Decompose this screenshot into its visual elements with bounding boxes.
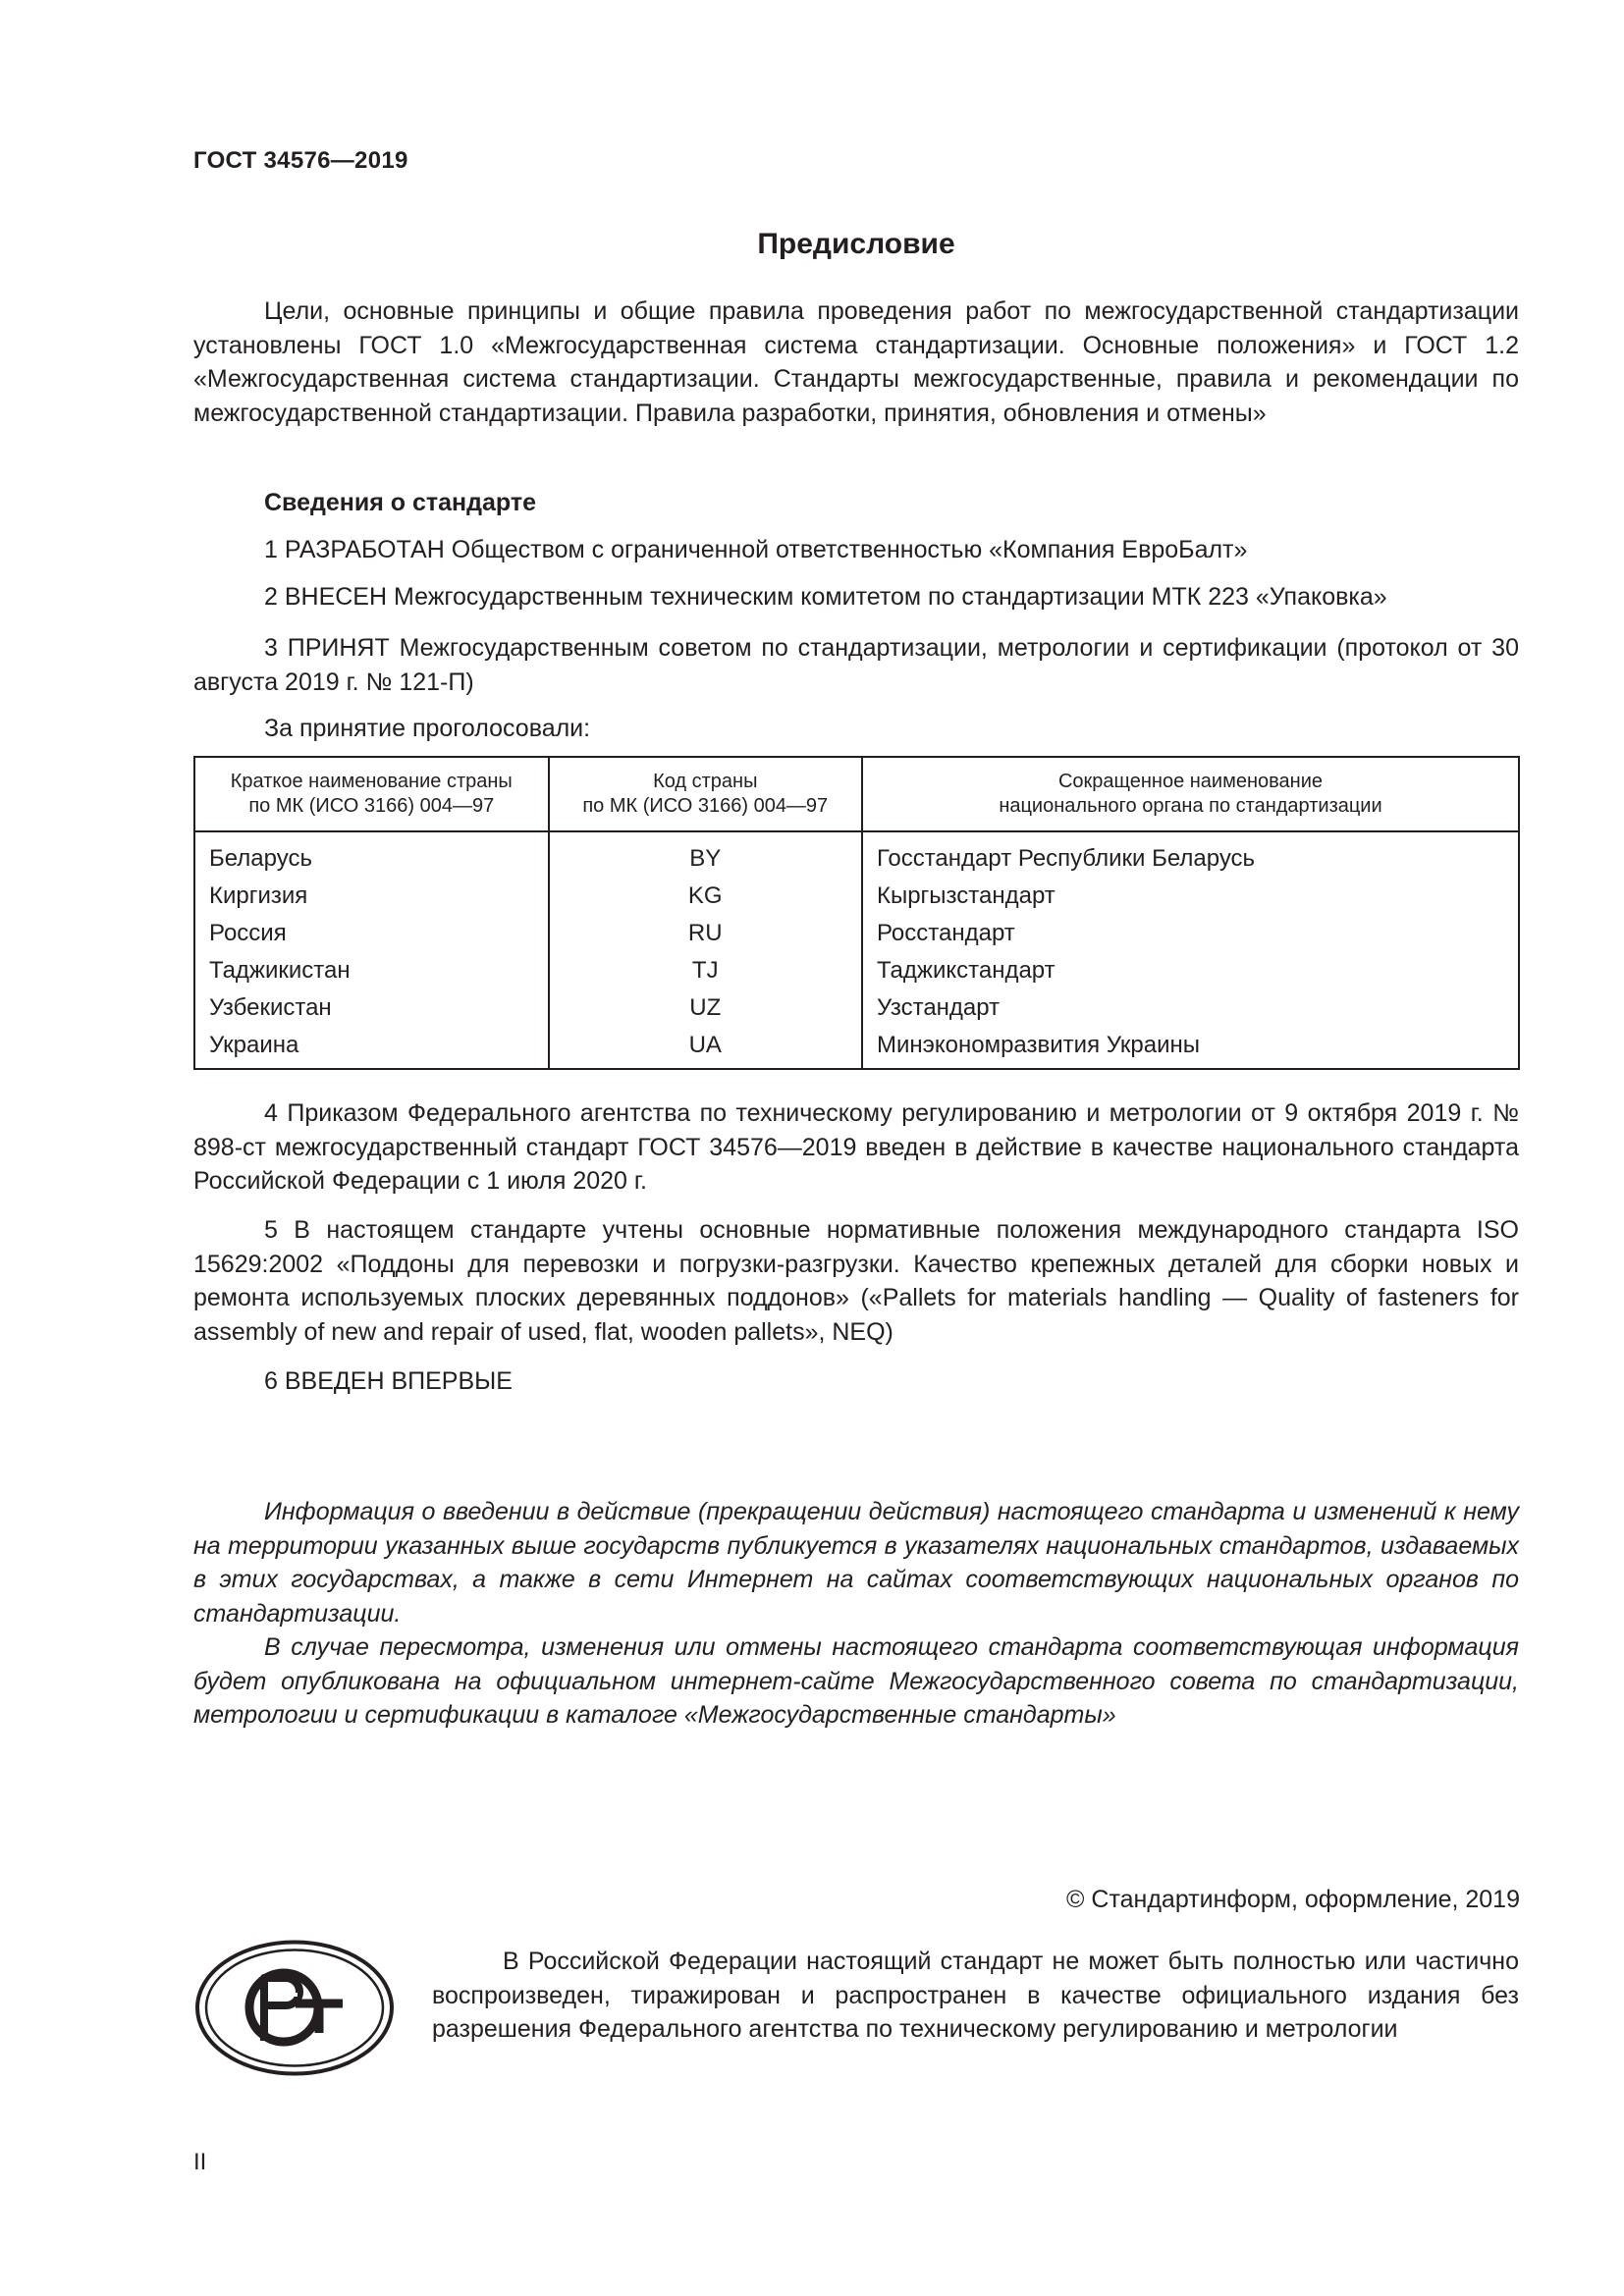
body-cell: Кыргызстандарт xyxy=(862,878,1519,915)
rst-logo xyxy=(193,1939,396,2077)
country-cell: Беларусь xyxy=(194,831,549,878)
header-body-line2: национального органа по стандартизации xyxy=(999,795,1382,817)
item-submitted: 2 ВНЕСЕН Межгосударственным техническим комитетом по стандартизации МТК 223 «Упаковка» xyxy=(264,583,1387,611)
country-cell: Таджикистан xyxy=(194,952,549,989)
header-code-line2: по МК (ИСО 3166) 004—97 xyxy=(582,795,829,817)
code-cell: UA xyxy=(549,1027,862,1069)
header-country-line2: по МК (ИСО 3166) 004—97 xyxy=(248,795,495,817)
reproduction-notice: В Российской Федерации настоящий стандарт не может быть полностью или частично воспроизведен, тиражирован и распространен в качестве официального издания без разрешения Федерального агентства по техническому регулированию и метрологии xyxy=(432,1948,1519,2043)
header-body-line1: Сокращенное наименование xyxy=(1057,771,1324,792)
code-cell: KG xyxy=(549,878,862,915)
table-row xyxy=(194,952,1519,989)
table-row xyxy=(194,915,1519,952)
page-number: II xyxy=(193,2149,207,2175)
information-notice: Информация о введении в действие (прекращении действия) настоящего стандарта и изменений к нему на территории указанных выше государств публикуется в указателях национальных стандартов, издаваемых в этих государствах, а также в сети Интернет на сайтах соответствующих национальных органов по стандартизации. xyxy=(193,1498,1519,1628)
country-cell: Киргизия xyxy=(194,878,549,915)
standard-info-heading: Сведения о стандарте xyxy=(264,489,537,516)
header-country-line1: Краткое наименование страны xyxy=(230,771,513,792)
document-code: ГОСТ 34576—2019 xyxy=(193,147,408,174)
item-international-standard: 5 В настоящем стандарте учтены основные нормативные положения международного стандарта ISO 15629:2002 «Поддоны для перевозки и погрузки-разгрузки. Качество крепежных деталей для сборки новых и ремонта используемых плоских деревянных поддонов» («Pallets for materials handling — Quality of fasteners for assembly of new and repair of used, flat, wooden pallets», NEQ) xyxy=(193,1216,1519,1346)
table-row xyxy=(194,831,1519,878)
header-code-line1: Код страны xyxy=(653,771,758,792)
item-first-introduced: 6 ВВЕДЕН ВПЕРВЫЕ xyxy=(264,1367,513,1395)
body-cell: Росстандарт xyxy=(862,915,1519,952)
item-adopted: 3 ПРИНЯТ Межгосударственным советом по стандартизации, метрологии и сертификации (протокол от 30 августа 2019 г. № 121-П) xyxy=(193,634,1519,696)
country-cell: Россия xyxy=(194,915,549,952)
code-cell: TJ xyxy=(549,952,862,989)
country-cell: Украина xyxy=(194,1027,549,1069)
body-cell: Таджикстандарт xyxy=(862,952,1519,989)
code-cell: BY xyxy=(549,831,862,878)
table-row xyxy=(194,1027,1519,1069)
code-cell: UZ xyxy=(549,989,862,1027)
header-national-body xyxy=(862,757,1519,831)
item-developed: 1 РАЗРАБОТАН Обществом с ограниченной ответственностью «Компания ЕвроБалт» xyxy=(264,536,1248,563)
page-title: Предисловие xyxy=(757,228,955,260)
body-cell: Узстандарт xyxy=(862,989,1519,1027)
revision-notice: В случае пересмотра, изменения или отмены настоящего стандарта соответствующая информация будет опубликована на официальном интернет-сайте Межгосударственного совета по стандартизации, метрологии и сертификации в каталоге «Межгосударственные стандарты» xyxy=(193,1633,1519,1729)
vote-label: За принятие проголосовали: xyxy=(264,715,591,742)
table-row xyxy=(194,878,1519,915)
item-enacted: 4 Приказом Федерального агентства по техническому регулированию и метрологии от 9 октября 2019 г. № 898-ст межгосударственный стандарт ГОСТ 34576—2019 введен в действие в качестве национального стандарта Российской Федерации с 1 июля 2020 г. xyxy=(193,1099,1519,1195)
body-cell: Минэкономразвития Украины xyxy=(862,1027,1519,1069)
copyright-line: © Стандартинформ, оформление, 2019 xyxy=(1066,1886,1520,1913)
voting-table xyxy=(193,756,1520,1070)
body-cell: Госстандарт Республики Беларусь xyxy=(862,831,1519,878)
country-cell: Узбекистан xyxy=(194,989,549,1027)
table-row xyxy=(194,989,1519,1027)
header-country-code xyxy=(549,757,862,831)
header-country-name xyxy=(194,757,549,831)
intro-paragraph: Цели, основные принципы и общие правила проведения работ по межгосударственной стандартизации установлены ГОСТ 1.0 «Межгосударственная система стандартизации. Основные положения» и ГОСТ 1.2 «Межгосударственная система стандартизации. Стандарты межгосударственные, правила и рекомендации по межгосударственной стандартизации. Правила разработки, принятия, обновления и отмены» xyxy=(193,297,1519,427)
table-header-row xyxy=(194,757,1519,831)
code-cell: RU xyxy=(549,915,862,952)
